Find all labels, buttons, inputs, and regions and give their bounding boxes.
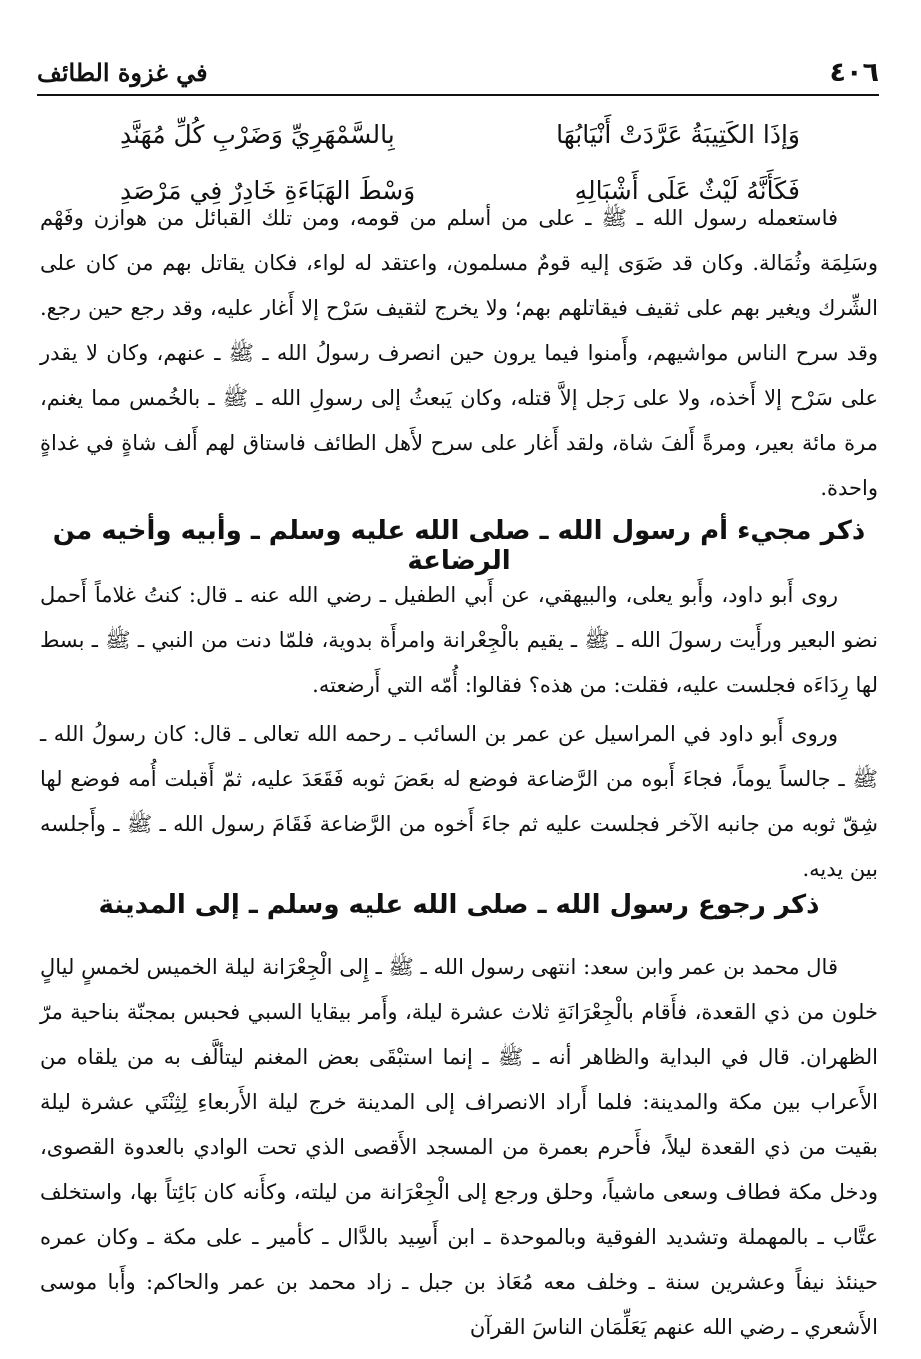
section-heading-nursing-family: ذكر مجيء أم رسول الله ـ صلى الله عليه وسلم ـ وأبيه وأخيه من الرضاعة bbox=[52, 516, 866, 576]
verse-first-hemistich: وَإذَا الكَتِيبَةُ عَرَّدَتْ أَنْيَابُهَا bbox=[556, 119, 800, 149]
verse-first-hemistich: فَكَأَنَّهُ لَيْثٌ عَلَى أَشْبَالِهِ bbox=[574, 175, 800, 205]
page-number: ٤٠٦ bbox=[829, 56, 879, 88]
verse-second-hemistich: بِالسَّمْهَرِيِّ وَضَرْبِ كُلِّ مُهَنَّدِ bbox=[120, 119, 395, 149]
paragraph-4: قال محمد بن عمر وابن سعد: انتهى رسول الله ـ ﷺ ـ إِلى الْجِعْرَانة ليلة الخميس لخمسٍ ليالٍ خلون من ذي القعدة، فأَقام بالْجِعْرَانَةِ ثلاث عشرة ليلة، وأَمر بيقايا السبي فحبس بمجنّة بناحية مرّ الظهران. قال في البداية والظاهر أنه ـ ﷺ ـ إنما استبْقَى بعض المغنم ليتألَّف به من يلقاه من الأَعراب بين مكة والمدينة: فلما أَراد الانصراف إلى المدينة خرج ليلة الأَربعاءِ لِثِنْتَي عشرة ليلة بقيت من ذي القعدة ليلاً، فأَحرم بعمرة من المسجد الأَقصى الذي تحت الوادي بالعدوة القصوى، ودخل مكة فطاف وسعى ماشياً، وحلق ورجع إلى الْجِعْرَانة من ليلته، وكأَنه كان بَائِتاً بها، واستخلف عتَّاب ـ بالمهملة وتشديد الفوقية وبالموحدة ـ ابن أَسِيد بالدَّال ـ كأمير ـ على مكة ـ وكان عمره حينئذ نيفاً وعشرين سنة ـ وخلف معه مُعَاذ بن جبل ـ زاد محمد بن عمر والحاكم: وأَبا موسى الأَشعري ـ رضي الله عنهم يَعَلِّمَان الناسَ القرآن bbox=[40, 955, 878, 1339]
verse-second-hemistich: وَسْطَ الهَبَاءَةِ خَادِرٌ فِي مَرْصَدِ bbox=[120, 175, 416, 205]
section-heading-return-to-medina: ذكر رجوع رسول الله ـ صلى الله عليه وسلم ـ إلى المدينة bbox=[98, 890, 820, 920]
running-title: في غزوة الطائف bbox=[37, 57, 208, 87]
paragraph-2: روى أَبو داود، وأَبو يعلى، والبيهقي، عن أَبي الطفيل ـ رضي الله عنه ـ قال: كنتُ غلاماً أَحمل نضو البعير ورأَيت رسولَ الله ـ ﷺ ـ يقيم بالْجِعْرانة وامرأَة بدوية، فلمّا دنت من النبي ـ ﷺ ـ بسط لها رِدَاءَه فجلست عليه، فقلت: من هذه؟ فقالوا: أُمّه التي أَرضعته. bbox=[40, 583, 878, 697]
paragraph-3: وروى أَبو داود في المراسيل عن عمر بن السائب ـ رحمه الله تعالى ـ قال: كان رسولُ الله ـ ﷺ ـ جالساً يوماً، فجاءَ أَبوه من الرَّضاعة فوضع له بعَضَ ثوبه فَقَعَدَ عليه، ثمّ أَقبلت أُمه فوضع لها شِقّ ثوبه من جانبه الآخر فجلست عليه ثم جاءَ أَخوه من الرَّضاعة فَقَامَ رسول الله ـ ﷺ ـ وأَجلسه بين يديه. bbox=[40, 722, 878, 881]
verse-line bbox=[120, 106, 800, 162]
paragraph-1: فاستعمله رسول الله ـ ﷺ ـ على من أسلم من قومه، ومن تلك القبائل من هوازن وفَهْم وسَلِمَة وثُمَالة. وكان قد ضَوَى إليه قومٌ مسلمون، واعتقد له لواء، فكان يقاتل بهم من كان على الشِّرك ويغير بهم على ثقيف فيقاتلهم بهم؛ ولا يخرج لثقيف سَرْح إلا أَغار عليه، وقد رجع حين رجع. وقد سرح الناس مواشيهم، وأَمنوا فيما يرون حين انصرف رسولُ الله ـ ﷺ ـ عنهم، وكان لا يقدر على سَرْح إلا أَخذه، ولا على رَجل إلاَّ قتله، وكان يَبعثُ إلى رسولِ الله ـ ﷺ ـ بالخُمس مما يغنم، مرة مائة بعير، ومرةً أَلفَ شاة، ولقد أَغار على سرح لأَهل الطائف فاستاق لهم أَلف شاةٍ في غداةٍ واحدة. bbox=[40, 206, 878, 500]
page-header bbox=[37, 50, 879, 96]
